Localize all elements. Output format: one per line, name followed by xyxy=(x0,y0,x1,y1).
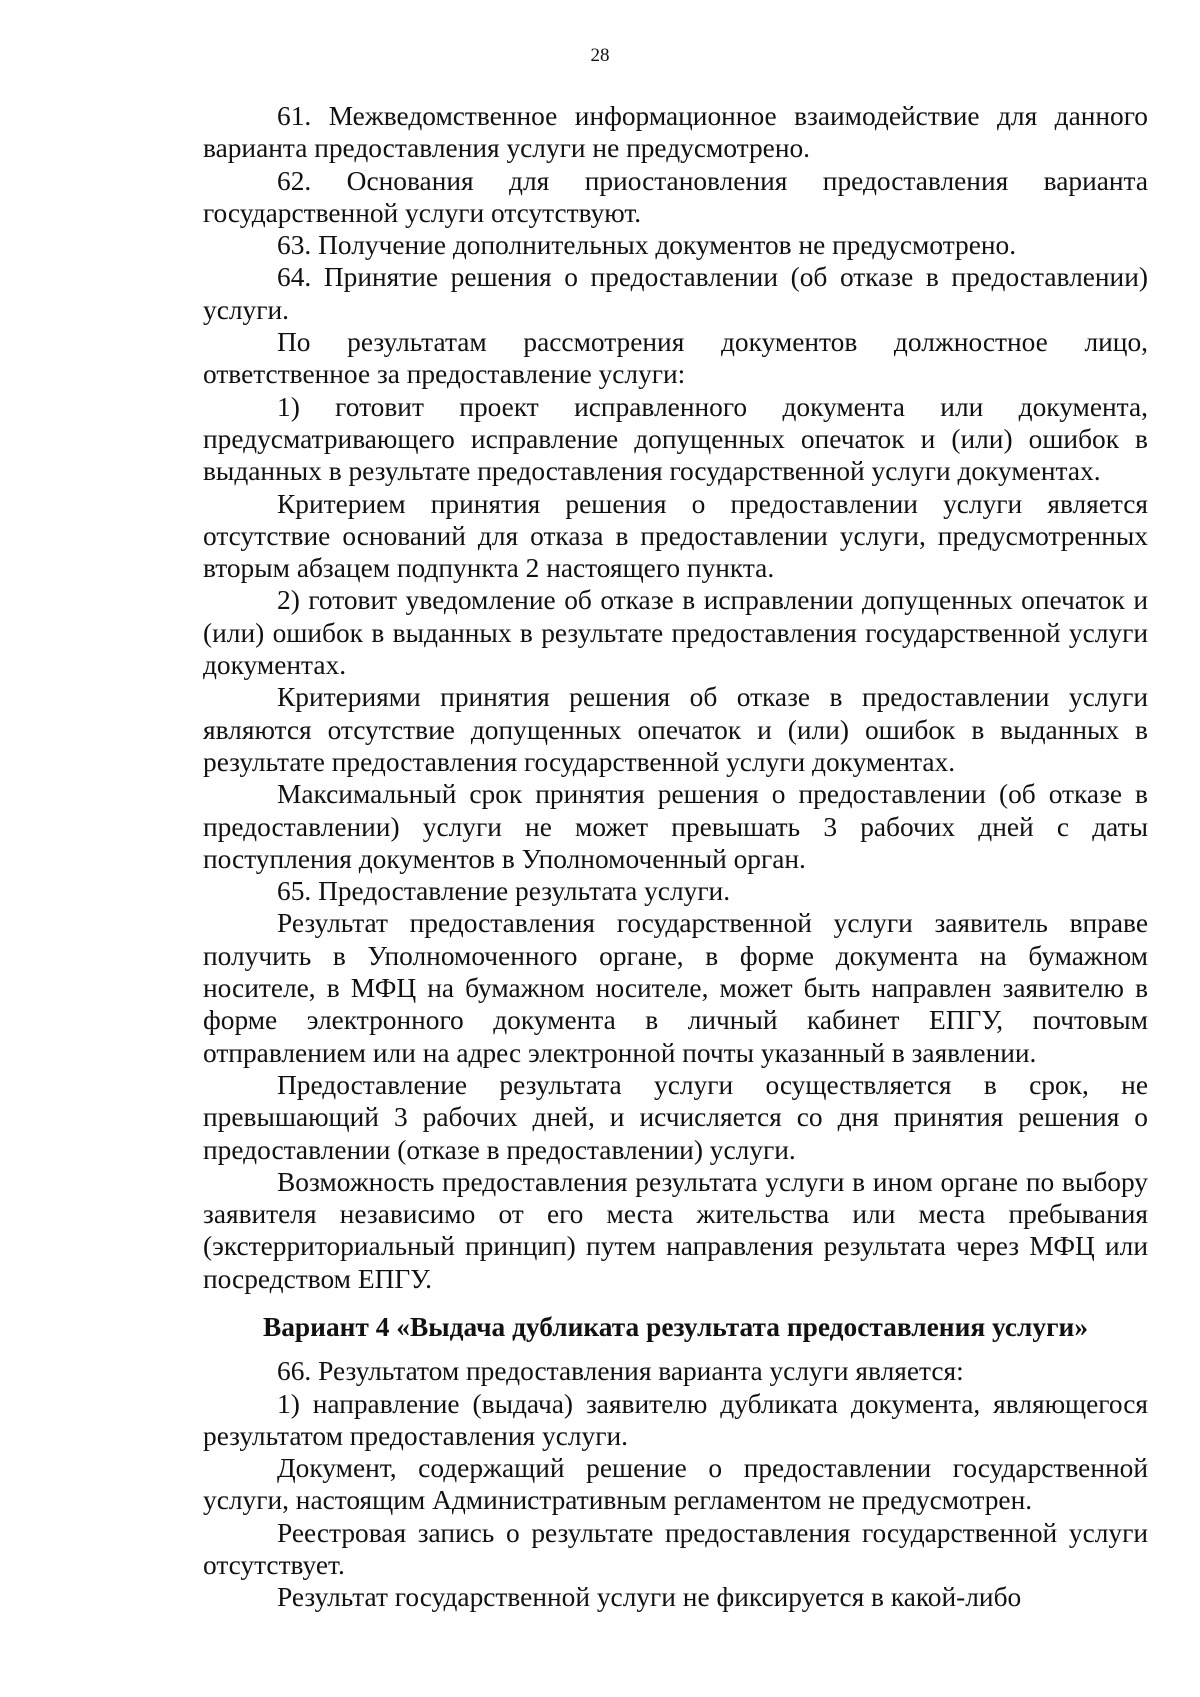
paragraph-64-item-2: 2) готовит уведомление об отказе в исправлении допущенных опечаток и (или) ошибок в выданных в результате предоставления государственной услуги документах. xyxy=(203,585,1148,681)
paragraph-63: 63. Получение дополнительных документов не предусмотрено. xyxy=(277,230,1017,261)
paragraph-61: 61. Межведомственное информационное взаимодействие для данного варианта предоставления услуги не предусмотрено. xyxy=(203,101,1148,164)
paragraph-64: 64. Принятие решения о предоставлении (об отказе в предоставлении) услуги. xyxy=(203,262,1148,325)
paragraph-65-extraterritorial: Возможность предоставления результата услуги в ином органе по выбору заявителя независимо от его места жительства или места пребывания (экстерриториальный принцип) путем направления результата через МФЦ или посредством ЕПГУ. xyxy=(203,1166,1148,1294)
paragraph-65-term: Предоставление результата услуги осуществляется в срок, не превышающий 3 рабочих дней, и исчисляется со дня принятия решения о предоставлении (отказе в предоставлении) услуги. xyxy=(203,1069,1148,1165)
page-number: 28 xyxy=(590,45,610,66)
paragraph-66-document: Документ, содержащий решение о предоставлении государственной услуги, настоящим Административным регламентом не предусмотрен. xyxy=(203,1453,1148,1516)
paragraph-65-result-delivery: Результат предоставления государственной услуги заявитель вправе получить в Уполномоченного органе, в форме документа на бумажном носителе, в МФЦ на бумажном носителе, может быть направлен заявителю в форме электронного документа в личный кабинет ЕПГУ, почтовым отправлением или на адрес электронной почты указанный в заявлении. xyxy=(203,908,1148,1068)
paragraph-62: 62. Основания для приостановления предоставления варианта государственной услуги отсутствуют. xyxy=(203,165,1148,228)
paragraph-65: 65. Предоставление результата услуги. xyxy=(277,876,731,907)
paragraph-66: 66. Результатом предоставления варианта услуги является: xyxy=(277,1356,964,1387)
paragraph-64-criterion-refusal: Критериями принятия решения об отказе в предоставлении услуги являются отсутствие допущенных опечаток и (или) ошибок в выданных в результате предоставления государственной услуги документах. xyxy=(203,682,1148,777)
paragraph-64-max-term: Максимальный срок принятия решения о предоставлении (об отказе в предоставлении) услуги не может превышать 3 рабочих дней с даты поступления документов в Уполномоченный орган. xyxy=(203,779,1148,874)
paragraph-66-result: Результат государственной услуги не фиксируется в какой-либо xyxy=(277,1582,1022,1613)
paragraph-64-intro: По результатам рассмотрения документов должностное лицо, ответственное за предоставление услуги: xyxy=(203,327,1148,390)
document-body xyxy=(203,100,1148,1614)
paragraph-66-registry: Реестровая запись о результате предоставления государственной услуги отсутствует. xyxy=(203,1517,1148,1581)
section-heading: Вариант 4 «Выдача дубликата результата предоставления услуги» xyxy=(262,1311,1089,1342)
paragraph-64-criterion-grant: Критерием принятия решения о предоставлении услуги является отсутствие оснований для отказа в предоставлении услуги, предусмотренных вторым абзацем подпункта 2 настоящего пункта. xyxy=(203,488,1148,584)
paragraph-64-item-1: 1) готовит проект исправленного документа или документа, предусматривающего исправление допущенных опечаток и (или) ошибок в выданных в результате предоставления государственной услуги документах. xyxy=(203,391,1148,487)
paragraph-66-item-1: 1) направление (выдача) заявителю дубликата документа, являющегося результатом предоставления услуги. xyxy=(203,1388,1148,1451)
